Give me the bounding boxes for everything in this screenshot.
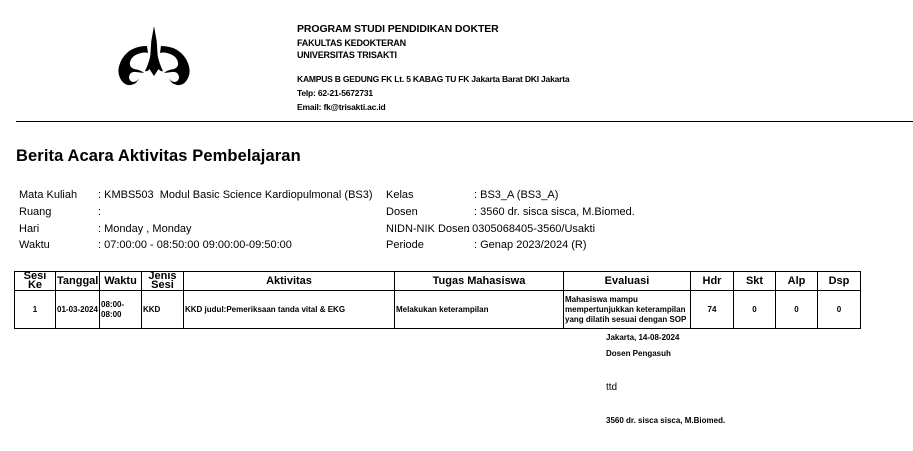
col-header-sesi: Sesi Ke [15,272,56,291]
value-ruang: : [98,206,102,218]
email-address: Email: fk@trisakti.ac.id [297,102,386,112]
cell-evaluasi: Mahasiswa mampu mempertunjukkan keterampilan yang dilatih sesuai dengan SOP [564,291,691,329]
label-periode: Periode [386,239,424,251]
signer-name: 3560 dr. sisca sisca, M.Biomed. [606,416,726,425]
activity-table [14,271,861,329]
value-nidn: : 0305068405-3560/Usakti [466,223,596,235]
table-header-row [15,272,861,291]
label-hari: Hari [19,223,40,235]
cell-sesi: 1 [15,291,56,329]
page-title: Berita Acara Aktivitas Pembelajaran [16,147,301,165]
faculty-name: FAKULTAS KEDOKTERAN [297,38,406,48]
col-header-evaluasi: Evaluasi [564,272,691,291]
table-row [15,291,861,329]
cell-dsp: 0 [818,291,861,329]
col-header-jenis-sesi: Jenis Sesi [142,272,184,291]
header-divider [16,121,913,122]
cell-aktivitas: KKD judul:Pemeriksaan tanda vital & EKG [184,291,395,329]
value-kelas: : BS3_A (BS3_A) [474,189,559,201]
cell-alp: 0 [776,291,818,329]
col-header-alp: Alp [776,272,818,291]
signer-role: Dosen Pengasuh [606,349,671,358]
value-periode: : Genap 2023/2024 (R) [474,239,587,251]
label-kelas: Kelas [386,189,414,201]
cell-tugas: Melakukan keterampilan [395,291,564,329]
trisakti-logo-icon [114,26,194,90]
cell-waktu: 08:00- 08:00 [100,291,142,329]
signature-ttd: ttd [606,382,618,393]
label-mata-kuliah: Mata Kuliah [19,189,78,201]
col-header-tanggal: Tanggal [56,272,100,291]
label-nidn: NIDN-NIK Dosen [386,223,470,235]
cell-skt: 0 [734,291,776,329]
value-mata-kuliah: : KMBS503 Modul Basic Science Kardiopulmonal (BS3) [98,189,373,201]
phone-number: Telp: 62-21-5672731 [297,88,373,98]
label-ruang: Ruang [19,206,52,218]
value-waktu: : 07:00:00 - 08:50:00 09:00:00-09:50:00 [98,239,292,251]
col-header-dsp: Dsp [818,272,861,291]
cell-tanggal: 01-03-2024 [56,291,100,329]
label-waktu: Waktu [19,239,50,251]
col-header-waktu: Waktu [100,272,142,291]
cell-hdr: 74 [691,291,734,329]
label-dosen: Dosen [386,206,418,218]
value-hari: : Monday , Monday [98,223,192,235]
col-header-tugas: Tugas Mahasiswa [395,272,564,291]
col-header-hdr: Hdr [691,272,734,291]
cell-jenis: KKD [142,291,184,329]
col-header-aktivitas: Aktivitas [184,272,395,291]
program-name: PROGRAM STUDI PENDIDIKAN DOKTER [297,23,499,35]
place-date: Jakarta, 14-08-2024 [606,333,680,342]
value-dosen: : 3560 dr. sisca sisca, M.Biomed. [474,206,635,218]
campus-address: KAMPUS B GEDUNG FK Lt. 5 KABAG TU FK Jakarta Barat DKI Jakarta [297,74,570,84]
col-header-skt: Skt [734,272,776,291]
university-name: UNIVERSITAS TRISAKTI [297,50,397,60]
